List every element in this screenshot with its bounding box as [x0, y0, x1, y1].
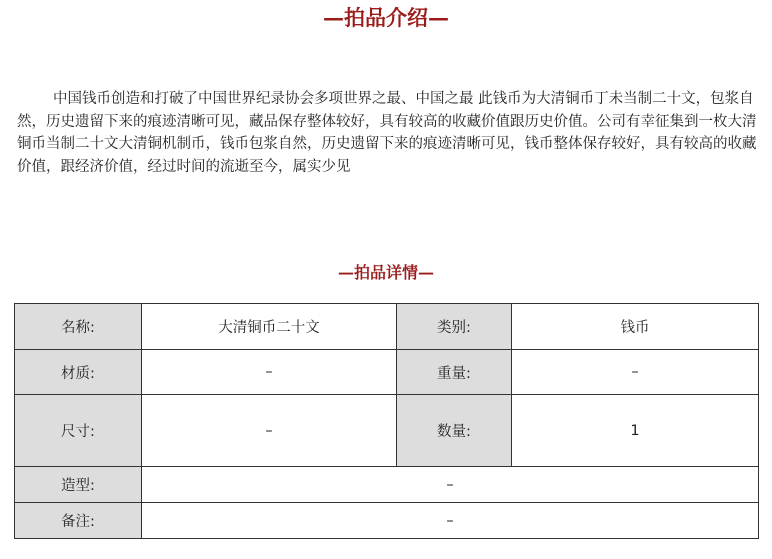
shape-label: 造型:	[15, 467, 142, 503]
table-row	[15, 304, 759, 350]
intro-paragraph: 中国钱币创造和打破了中国世界纪录协会多项世界之最、中国之最 此钱币为大清铜币丁未当制二十文，包浆自然，历史遗留下来的痕迹清晰可见，藏品保存整体较好，具有较高的收藏价值跟历史价值。公司有幸征集到一枚大清铜币当制二十文大清铜机制币，钱币包浆自然，历史遗留下来的痕迹清晰可见，钱币整体保存较好，具有较高的收藏价值，跟经济价值，经过时间的流逝至今，属实少见	[17, 91, 757, 175]
material-value: –	[142, 350, 397, 395]
material-label: 材质:	[15, 350, 142, 395]
size-value: –	[142, 395, 397, 467]
category-label: 类别:	[397, 304, 512, 350]
quantity-label: 数量:	[397, 395, 512, 467]
remarks-label: 备注:	[15, 503, 142, 539]
category-value: 钱币	[512, 304, 759, 350]
table-row	[15, 503, 759, 539]
size-label: 尺寸:	[15, 395, 142, 467]
name-value: 大清铜币二十文	[142, 304, 397, 350]
remarks-value: –	[142, 503, 759, 539]
table-row	[15, 350, 759, 395]
name-label: 名称:	[15, 304, 142, 350]
table-row	[15, 395, 759, 467]
weight-label: 重量:	[397, 350, 512, 395]
details-section-title: —拍品详情—	[337, 263, 434, 282]
quantity-value: 1	[512, 395, 759, 467]
details-table	[14, 303, 759, 539]
shape-value: –	[142, 467, 759, 503]
table-row	[15, 467, 759, 503]
weight-value: –	[512, 350, 759, 395]
intro-section-title: —拍品介绍—	[323, 5, 449, 30]
